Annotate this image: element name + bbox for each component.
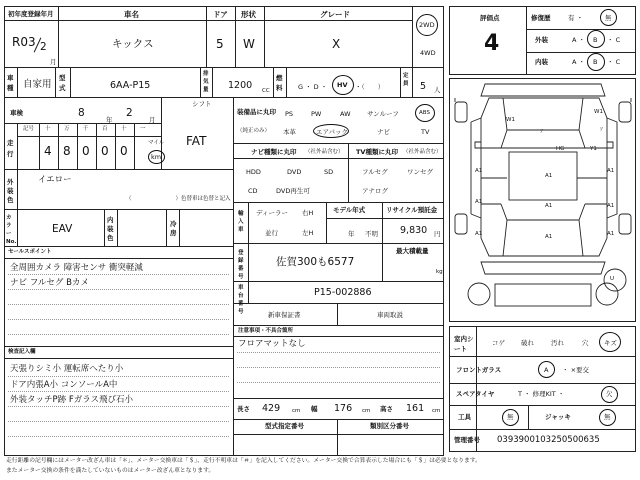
- doors-label: ドア: [213, 10, 228, 19]
- displacement: 1200: [228, 80, 253, 91]
- width: 176: [334, 403, 353, 414]
- diagram-damage-label: A1: [475, 199, 483, 205]
- management-label: 管理番号: [454, 436, 480, 444]
- height-unit: cm: [432, 408, 441, 414]
- fuel-selected: HV: [337, 81, 348, 89]
- import-parallel: 並行: [265, 229, 278, 237]
- owner-label: 車種: [7, 74, 14, 92]
- diagram-damage-label: U: [610, 276, 615, 282]
- footer-line-2: またメーター交換の条件を満たしていないものはメーター改ざん車となります。: [6, 468, 215, 474]
- mileage-col-label: 万: [64, 126, 70, 132]
- car-name-label: 車名: [124, 10, 139, 19]
- mileage-col-label: 一: [140, 126, 146, 132]
- repair-label: 修復歴: [531, 14, 551, 22]
- mileage-label: 走行: [7, 139, 14, 158]
- tools-selected: 無: [507, 413, 514, 421]
- drive-4wd: 4WD: [420, 49, 436, 57]
- model-year-yr: 年: [348, 230, 355, 238]
- model-label: 型式: [59, 74, 66, 92]
- mileage-col-label: 十: [121, 126, 127, 132]
- chassis-label: 車台番号: [238, 285, 244, 315]
- tv-title: TV種類に丸印: [356, 148, 398, 156]
- equipment-label: 装備品に丸印: [237, 108, 276, 116]
- new-car-warranty: 新車保証書: [268, 311, 301, 319]
- grade: X: [332, 37, 341, 51]
- equip-ps: PS: [285, 110, 294, 118]
- exterior-note: （ ）色替車は色替と記入: [126, 196, 231, 202]
- tv-analog: アナログ: [362, 187, 388, 195]
- diagram-damage-label: A1: [607, 203, 615, 209]
- front-glass-label: フロントガラス: [456, 366, 502, 374]
- inspection-year: 8: [78, 107, 85, 119]
- equip-airbag: エアバック: [316, 128, 348, 136]
- import-label: 輸入車: [238, 211, 244, 233]
- plate-label: 登録番号: [238, 250, 244, 280]
- interior-color-label: 内装色: [107, 216, 114, 242]
- model-year-unknown: 不明: [365, 230, 378, 238]
- exterior-grade-c: ・ C: [607, 36, 621, 44]
- inspection-label: 車検: [10, 109, 23, 117]
- fuel-paren: ・（ ）: [355, 83, 385, 91]
- inspector-line-3: 外装タッチP跡 Fガラス飛び石小: [10, 395, 133, 405]
- chassis-value: P15-002886: [314, 287, 372, 298]
- length-unit: cm: [292, 408, 301, 414]
- model: 6AA-P15: [110, 80, 151, 91]
- equipment-sublabel: （純正のみ）: [237, 128, 271, 134]
- capacity-label: 定員: [403, 73, 409, 87]
- diagram-damage-label: HG: [556, 146, 565, 152]
- diagram-damage-label: A1: [475, 168, 483, 174]
- sheet-ana: 穴: [582, 339, 589, 347]
- category-label: 類別区分番号: [370, 422, 409, 430]
- diagram-damage-label: A1: [475, 231, 483, 237]
- shift-label: シフト: [192, 100, 212, 108]
- cc: CC: [262, 88, 270, 94]
- mileage-digit: 8: [63, 144, 71, 158]
- repair-options: 有 ・: [568, 14, 584, 22]
- equip-aw: AW: [340, 110, 351, 118]
- car-name: キックス: [112, 38, 154, 50]
- diagram-damage-label: W1: [594, 109, 603, 115]
- mileage-unit-mile: マイル: [148, 140, 165, 146]
- navi-sd: SD: [324, 168, 334, 176]
- front-glass-selected: A: [544, 366, 549, 374]
- score: 4: [484, 31, 500, 56]
- management-value: 0393900103250500635: [497, 435, 600, 445]
- inspection-year-unit: 年: [106, 116, 113, 124]
- fuel-options: G ・ D ・: [298, 83, 328, 91]
- length-label: 長さ: [237, 405, 250, 413]
- inspection-month: 2: [126, 107, 133, 119]
- spare-tire-options: T ・ 修理KIT ・: [518, 390, 565, 398]
- import-left: 左H: [302, 229, 314, 237]
- mileage-col-label: 記号: [23, 126, 35, 132]
- shape: W: [243, 37, 255, 51]
- navi-cd: CD: [248, 187, 258, 195]
- model-year-label: モデル年式: [333, 206, 366, 214]
- navi-title: ナビ種類に丸印: [251, 148, 297, 156]
- jack-selected: 無: [604, 413, 611, 421]
- diagram-damage-label: ｿ: [600, 127, 603, 133]
- tv-fullseg: フルセグ: [362, 168, 388, 176]
- front-glass-other: ・ ×要交: [562, 366, 590, 374]
- recycle-label: リサイクル預託金: [386, 206, 438, 214]
- reg-month-suffix: 月: [50, 58, 57, 66]
- mileage-digit: 0: [82, 144, 90, 158]
- height: 161: [406, 403, 425, 414]
- navi-dvd-play: DVD再生可: [276, 187, 310, 195]
- sheet-koge: コゲ: [492, 339, 505, 347]
- interior-grade-label: 内装: [535, 58, 548, 66]
- shape-label: 形状: [241, 10, 256, 19]
- max-load-unit: kg: [436, 269, 443, 275]
- height-label: 高さ: [380, 405, 393, 413]
- navi-title-note: （社外品含む）: [305, 149, 344, 155]
- interior-grade-selected: B: [593, 58, 598, 66]
- tv-title-note: （社外品含む）: [403, 149, 442, 155]
- sheet-kizu: キズ: [604, 339, 617, 347]
- footer-line-1: 走行距離の記号欄にはメーター改ざん車は「＊」、メーター交換車は「＄」、走行不明車は「＃」を記入してください。メーター交換で合算表示した場合にも「＄」は必要となります。: [6, 458, 481, 464]
- recycle-value: 9,830: [400, 225, 428, 236]
- grade-label: グレード: [320, 10, 350, 19]
- exterior-grade-a: A ・: [572, 36, 586, 44]
- shift: FAT: [186, 134, 207, 148]
- reg-month: 2: [40, 41, 47, 53]
- diagram-damage-label: A1: [607, 168, 615, 174]
- exterior-grade-label: 外装: [535, 36, 548, 44]
- equip-leather: 本革: [283, 128, 296, 136]
- width-unit: cm: [362, 408, 371, 414]
- mileage-col-label: 千: [83, 126, 89, 132]
- exterior-grade-selected: B: [593, 36, 598, 44]
- inspector-line-2: ドア内張A小 コンソールA中: [10, 380, 118, 390]
- equip-navi: ナビ: [377, 128, 390, 136]
- score-label: 評価点: [480, 14, 500, 22]
- spare-tire-selected: 欠: [606, 390, 613, 398]
- capacity: 5: [420, 81, 427, 92]
- width-label: 幅: [311, 405, 318, 413]
- sheet-yabure: 破れ: [521, 339, 534, 347]
- diagram-damage-label: ｿ: [540, 129, 543, 135]
- diagram-damage-label: A1: [545, 203, 553, 209]
- mileage-digit: 4: [44, 144, 52, 158]
- mileage-col-label: 百: [102, 126, 108, 132]
- capacity-unit: 人: [434, 86, 441, 94]
- tools-label: 工具: [458, 413, 471, 421]
- diagram-damage-label: A1: [607, 231, 615, 237]
- mileage-unit-km: km: [151, 153, 162, 161]
- interior-sheet-label: 室内シート: [454, 335, 474, 353]
- diagram-damage-label: A1: [545, 173, 553, 179]
- plate-value: 佐賀300も6577: [276, 256, 355, 268]
- drive-2wd: 2WD: [419, 21, 435, 29]
- inspector-label: 検査記入欄: [8, 349, 36, 355]
- doors: 5: [216, 37, 224, 51]
- notes-line-1: フロアマットなし: [238, 339, 306, 349]
- spare-tire-label: スペアタイヤ: [456, 390, 495, 398]
- interior-grade-a: A ・: [572, 58, 586, 66]
- reg-year: R03: [12, 35, 36, 49]
- recycle-unit: 円: [434, 230, 441, 238]
- import-right: 右H: [302, 209, 314, 217]
- tv-oneseg: ワンセグ: [407, 168, 433, 176]
- manual: 車両取説: [377, 311, 403, 319]
- diagram-damage-label: W1: [506, 117, 515, 123]
- inspection-month-unit: 月: [149, 116, 156, 124]
- type-designation-label: 型式指定番号: [265, 422, 304, 430]
- import-dealer: ディーラー: [256, 209, 288, 217]
- aircon-label: 冷房: [170, 220, 177, 237]
- length: 429: [262, 403, 281, 414]
- mileage-col-label: 十: [45, 126, 51, 132]
- inspector-line-1: 天張りシミ小 運転席へたり小: [10, 364, 124, 374]
- sheet-yogore: 汚れ: [551, 339, 564, 347]
- notes-label: 注意事項・不具合箇所: [238, 328, 294, 334]
- equip-tv: TV: [421, 128, 430, 136]
- navi-hdd: HDD: [246, 168, 261, 176]
- reg-year-label: 初年度登録年月: [8, 10, 54, 18]
- mileage-digit: 0: [101, 144, 109, 158]
- sales-point-line-2: ナビ フルセグ Bカメ: [10, 278, 89, 288]
- color-code: EAV: [52, 223, 73, 235]
- diagram-damage-label: Y1: [590, 146, 597, 152]
- interior-grade-c: ・ C: [607, 58, 621, 66]
- exterior-label: 外装色: [7, 178, 14, 204]
- fuel-label: 燃料: [276, 74, 283, 92]
- displacement-label: 排気量: [203, 71, 209, 93]
- owner: 自家用: [23, 79, 52, 90]
- sales-points-label: セールスポイント: [8, 249, 52, 255]
- navi-dvd: DVD: [287, 168, 302, 176]
- equip-sunroof: サンルーフ: [367, 110, 399, 118]
- sales-point-line-1: 全周囲カメラ 障害センサ 衝突軽減: [10, 263, 143, 273]
- equip-pw: PW: [311, 110, 322, 118]
- repair-selected: 無: [605, 14, 612, 22]
- jack-label: ジャッキ: [545, 413, 571, 421]
- max-load-label: 最大積載量: [396, 247, 429, 255]
- exterior-color: イエロー: [38, 175, 72, 185]
- equip-abs: ABS: [419, 110, 430, 116]
- color-code-label: カラーNo.: [6, 215, 17, 245]
- mileage-digit: 0: [120, 144, 128, 158]
- diagram-damage-label: A1: [545, 234, 553, 240]
